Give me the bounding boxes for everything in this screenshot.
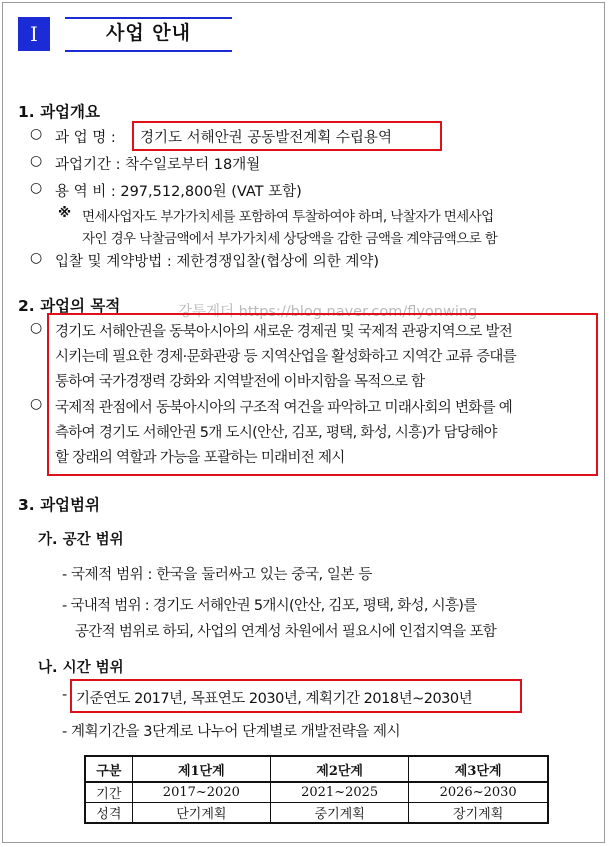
highlight-box-time-scope — [70, 679, 522, 713]
table-cell: 2017~2020 — [132, 782, 270, 803]
spatial-scope-domestic-line-2: 공간적 범위로 하되, 사업의 연계성 차원에서 필요시에 인접지역을 포함 — [75, 624, 497, 640]
purpose-2-line-2: 측하여 경기도 서해안권 5개 도시(안산, 김포, 평택, 화성, 시흥)가 담당해야 — [55, 425, 497, 441]
project-name-label: 과 업 명 : — [55, 130, 116, 146]
time-scope-base-target-years: 기준연도 2017년, 목표연도 2030년, 계획기간 2018년~2030년 — [76, 691, 473, 707]
table-header-cell: 제2단계 — [270, 756, 408, 782]
spatial-scope-title: 가. 공간 범위 — [38, 532, 124, 548]
bullet-circle: ○ — [30, 320, 43, 336]
blog-watermark: 강투게더 https://blog.naver.com/flyonwing — [178, 304, 478, 320]
note-line-1: 면세사업자도 부가가치세를 포함하여 투찰하여야 하며, 낙찰자가 면세사업 — [82, 209, 494, 225]
table-header-cell: 구분 — [85, 756, 132, 782]
table-cell: 2026~2030 — [409, 782, 548, 803]
project-period: 과업기간 : 착수일로부터 18개월 — [55, 157, 261, 173]
project-name-value: 경기도 서해안권 공동발전계획 수립용역 — [140, 130, 392, 146]
title-bottom-rule — [65, 50, 232, 52]
spatial-scope-international: - 국제적 범위 : 한국을 둘러싸고 있는 중국, 일본 등 — [62, 567, 372, 583]
project-cost: 용 역 비 : 297,512,800원 (VAT 포함) — [55, 184, 302, 200]
purpose-1-line-3: 통하여 국가경쟁력 강화와 지역발전에 이바지함을 목적으로 함 — [55, 374, 425, 390]
section-title: 사업 안내 — [105, 22, 192, 44]
bullet-circle: ○ — [30, 250, 43, 266]
table-cell: 중기계획 — [270, 803, 408, 824]
table-cell: 기간 — [85, 782, 132, 803]
table-header-cell: 제3단계 — [409, 756, 548, 782]
bullet-circle: ○ — [30, 180, 43, 196]
bullet-circle: ○ — [30, 396, 43, 412]
table-header-cell: 제1단계 — [132, 756, 270, 782]
phase-schedule-table — [84, 755, 549, 824]
bullet-circle: ○ — [30, 126, 43, 142]
note-mark: ※ — [58, 205, 72, 221]
heading-overview: 1. 과업개요 — [18, 103, 100, 121]
time-scope-dash: - — [62, 687, 68, 703]
table-cell: 2021~2025 — [270, 782, 408, 803]
purpose-1-line-2: 시키는데 필요한 경제·문화관광 등 지역산업을 활성화하고 지역간 교류 증대를 — [55, 349, 517, 365]
purpose-2-line-1: 국제적 관점에서 동북아시아의 구조적 여건을 파악하고 미래사회의 변화를 예 — [55, 400, 513, 416]
table-header-row — [85, 756, 548, 782]
table-cell: 단기계획 — [132, 803, 270, 824]
purpose-1-line-1: 경기도 서해안권을 동북아시아의 새로운 경제권 및 국제적 관광지역으로 발전 — [55, 324, 513, 340]
table-cell: 성격 — [85, 803, 132, 824]
table-row — [85, 803, 548, 824]
table-cell: 장기계획 — [409, 803, 548, 824]
bullet-circle: ○ — [30, 153, 43, 169]
purpose-2-line-3: 할 장래의 역할과 가능을 포괄하는 미래비전 제시 — [55, 450, 345, 466]
note-line-2: 자인 경우 낙찰금액에서 부가가치세 상당액을 감한 금액을 계약금액으로 함 — [82, 231, 498, 247]
spatial-scope-domestic-line-1: - 국내적 범위 : 경기도 서해안권 5개시(안산, 김포, 평택, 화성, 시흥)를 — [62, 598, 477, 614]
heading-scope: 3. 과업범위 — [18, 496, 100, 514]
time-scope-phases: - 계획기간을 3단계로 나누어 단계별로 개발전략을 제시 — [62, 724, 401, 740]
time-scope-title: 나. 시간 범위 — [38, 660, 124, 676]
highlight-box-project-name — [132, 121, 442, 151]
section-number-badge: Ⅰ — [18, 17, 50, 51]
bid-contract-method: 입찰 및 계약방법 : 제한경쟁입찰(협상에 의한 계약) — [55, 254, 379, 270]
table-row — [85, 782, 548, 803]
heading-purpose: 2. 과업의 목적 — [18, 297, 121, 315]
